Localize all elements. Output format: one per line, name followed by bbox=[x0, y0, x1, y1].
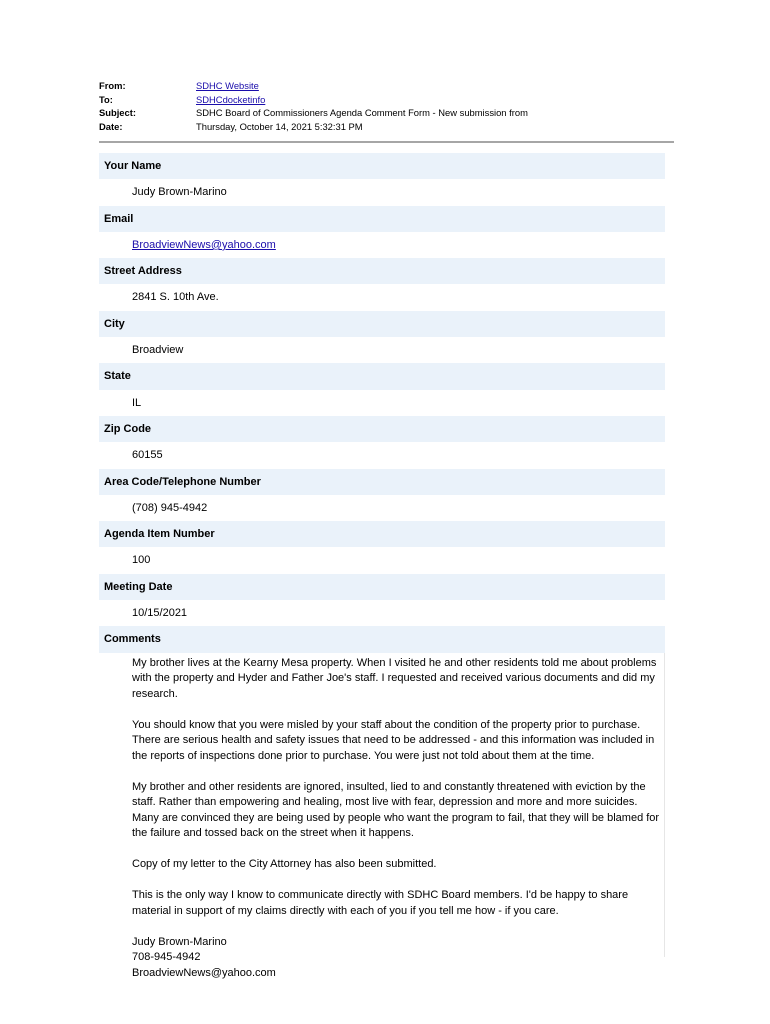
field-label-email: Email bbox=[99, 206, 665, 232]
to-label: To: bbox=[99, 93, 113, 105]
field-value-email bbox=[99, 232, 665, 258]
field-label-street: Street Address bbox=[99, 258, 665, 284]
field-value-state: IL bbox=[99, 390, 665, 416]
field-value-zip: 60155 bbox=[99, 442, 665, 468]
email-header bbox=[99, 79, 674, 133]
signature-email: BroadviewNews@yahoo.com bbox=[132, 966, 276, 979]
field-value-agenda-item: 100 bbox=[99, 547, 665, 573]
field-value-phone: (708) 945-4942 bbox=[99, 495, 665, 521]
subject-value: SDHC Board of Commissioners Agenda Comment Form - New submission from bbox=[196, 107, 528, 119]
signature-name: Judy Brown-Marino bbox=[132, 935, 227, 948]
field-label-agenda-item: Agenda Item Number bbox=[99, 521, 665, 547]
subject-label: Subject: bbox=[99, 107, 136, 119]
comments-body bbox=[99, 653, 665, 979]
from-row bbox=[99, 79, 674, 93]
comment-paragraph: Copy of my letter to the City Attorney has also been submitted. bbox=[132, 858, 437, 871]
date-label: Date: bbox=[99, 120, 123, 132]
field-label-city: City bbox=[99, 311, 665, 337]
from-link[interactable]: SDHC Website bbox=[196, 80, 259, 91]
comment-paragraph: My brother lives at the Kearny Mesa property. When I visited he and other residents told me about problems with the property and Hyder and Father Joe's staff. I requested and received various documents and did my research. bbox=[132, 656, 657, 700]
field-label-zip: Zip Code bbox=[99, 416, 665, 442]
signature-phone: 708-945-4942 bbox=[132, 951, 201, 964]
email-link[interactable]: BroadviewNews@yahoo.com bbox=[132, 238, 276, 251]
field-label-name: Your Name bbox=[99, 153, 665, 179]
subject-row bbox=[99, 106, 674, 120]
comment-paragraph: You should know that you were misled by your staff about the condition of the property prior to purchase. There are serious health and safety issues that need to be addressed - and this information was included in the reports of inspections done prior to purchase. You were just not told about them at the time. bbox=[132, 718, 655, 762]
field-value-city: Broadview bbox=[99, 337, 665, 363]
field-label-comments: Comments bbox=[99, 626, 665, 652]
field-value-street: 2841 S. 10th Ave. bbox=[99, 284, 665, 310]
field-label-phone: Area Code/Telephone Number bbox=[99, 469, 665, 495]
comment-paragraph: My brother and other residents are ignored, insulted, lied to and constantly threatened with eviction by the staff. Rather than empowering and healing, most live with fear, depression and more and more suicides. Many are convinced they are being used by people who want the program to fail, that they will be blamed for the failure and tossed back on the street when it happens. bbox=[132, 780, 660, 840]
date-row bbox=[99, 120, 674, 134]
field-label-meeting-date: Meeting Date bbox=[99, 574, 665, 600]
field-label-state: State bbox=[99, 363, 665, 389]
submission-form bbox=[99, 153, 665, 979]
comment-paragraph: This is the only way I know to communicate directly with SDHC Board members. I'd be happy to share material in support of my claims directly with each of you if you tell me how - if you care. bbox=[132, 889, 629, 917]
date-value: Thursday, October 14, 2021 5:32:31 PM bbox=[196, 120, 363, 132]
field-value-meeting-date: 10/15/2021 bbox=[99, 600, 665, 626]
field-value-name: Judy Brown-Marino bbox=[99, 179, 665, 205]
to-row bbox=[99, 93, 674, 107]
from-label: From: bbox=[99, 80, 126, 91]
header-divider bbox=[99, 141, 674, 143]
to-link[interactable]: SDHCdocketinfo bbox=[196, 93, 266, 105]
